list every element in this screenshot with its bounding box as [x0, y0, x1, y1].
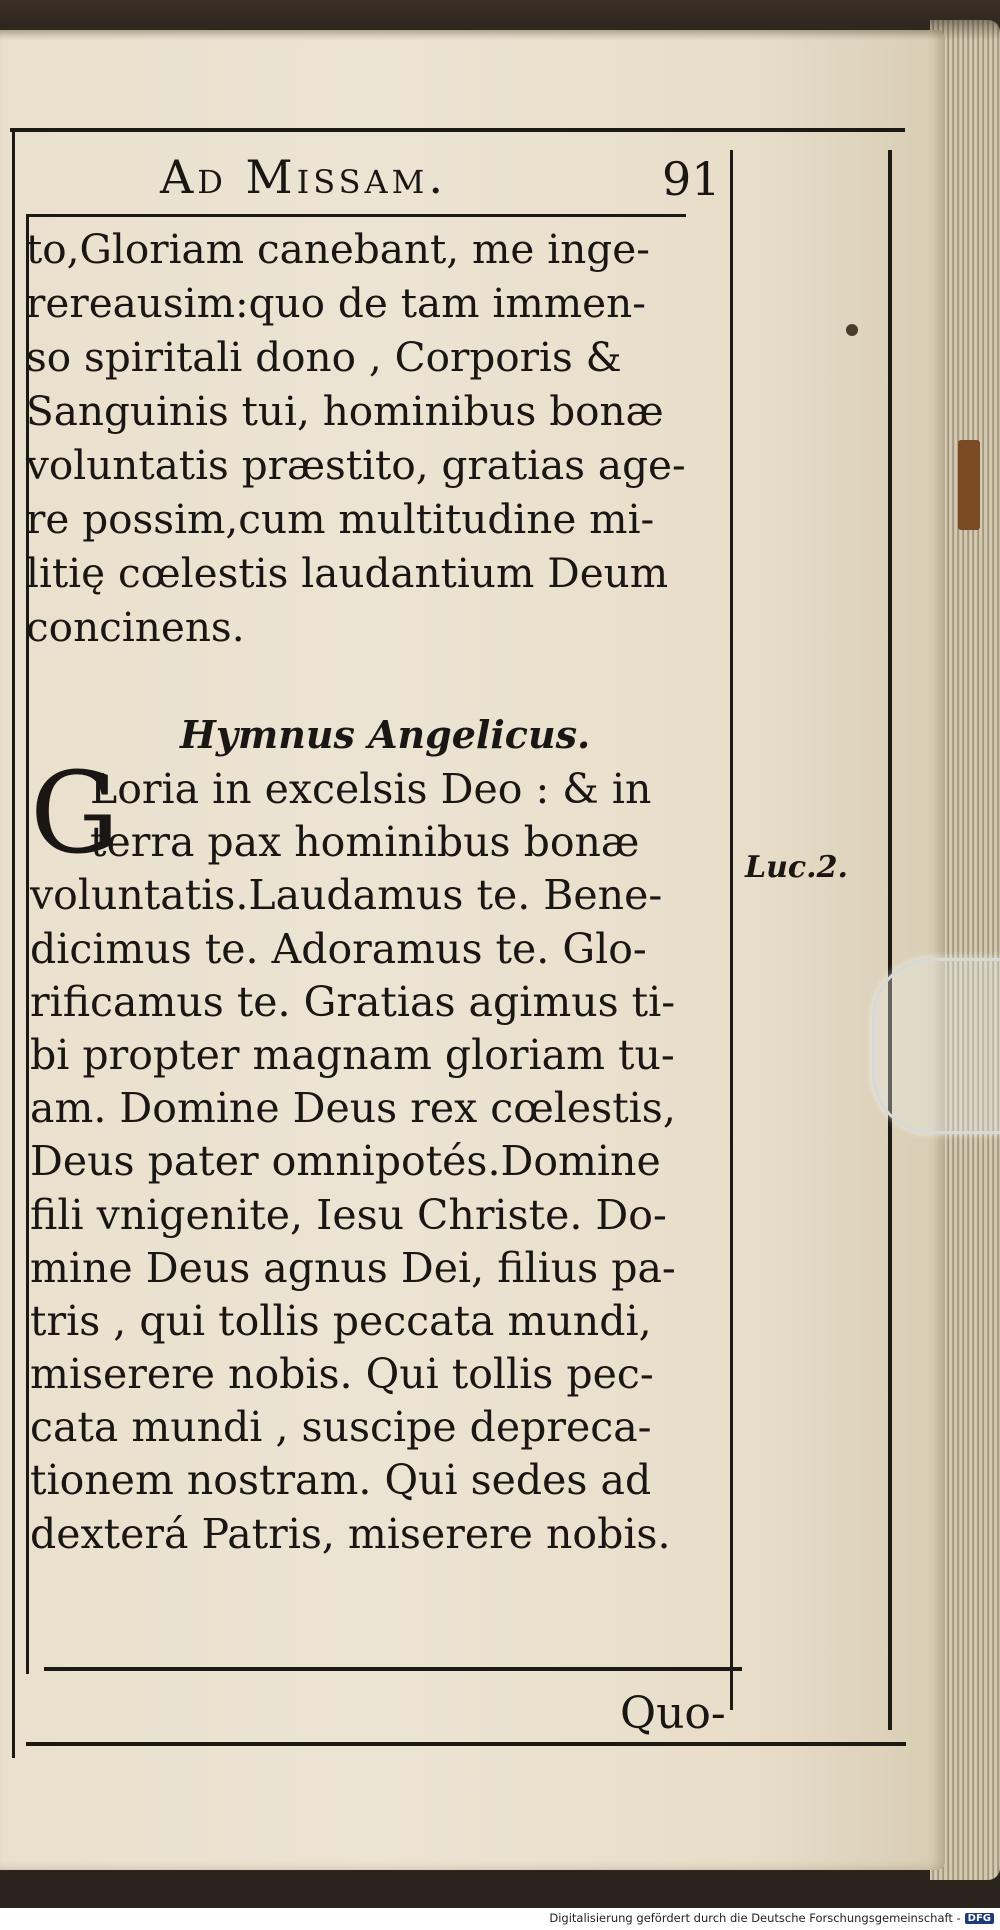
hymn-text: [30, 762, 735, 1560]
running-head: Ad Missam.: [160, 150, 448, 204]
page-clip: [872, 958, 1000, 1134]
hymn-line: dicimus te. Adoramus te. Glo-: [30, 924, 647, 973]
hymn-line: cata mundi , suscipe depreca-: [30, 1403, 652, 1452]
text-line: to,Gloriam canebant, me inge-: [26, 225, 650, 273]
hymn-line: mine Deus agnus Dei, filius pa-: [30, 1243, 676, 1292]
dfg-logo: DFG: [965, 1913, 994, 1924]
hymn-line: terra pax hominibus bonæ: [90, 818, 640, 867]
frame-right-rule: [888, 150, 892, 1730]
hymn-line: voluntatis.Laudamus te. Bene-: [30, 871, 663, 920]
hymn-line: Loria in excelsis Deo : & in: [90, 765, 652, 813]
text-line: voluntatis præstito, gratias age-: [26, 441, 686, 489]
digitization-credit: [549, 1911, 994, 1925]
hymn-line: am. Domine Deus rex cœlestis,: [30, 1084, 676, 1133]
header-rule: [26, 214, 686, 217]
credit-text: Digitalisierung gefördert durch die Deutsche Forschungsgemeinschaft -: [549, 1911, 961, 1925]
ink-spot: [846, 324, 858, 336]
frame-top-rule: [10, 128, 905, 132]
drop-cap: G: [30, 749, 120, 879]
text-line: rereausim:quo de tam immen-: [26, 279, 646, 327]
hymn-title: Hymnus Angelicus.: [180, 712, 591, 757]
hymn-line: tionem nostram. Qui sedes ad: [30, 1456, 652, 1505]
bookmark-tab: [958, 440, 980, 530]
hymn-line: tris , qui tollis peccata mundi,: [30, 1296, 652, 1345]
hymn-line: fili vnigenite, Iesu Christe. Do-: [30, 1190, 667, 1239]
hymn-line: Deus pater omnipotés.Domine: [30, 1137, 661, 1186]
catchword: Quo-: [620, 1688, 726, 1739]
hymn-line: bi propter magnam gloriam tu-: [30, 1030, 675, 1079]
hymn-line: miserere nobis. Qui tollis pec-: [30, 1350, 654, 1399]
frame-bottom-rule: [26, 1742, 906, 1746]
margin-note: Luc.2.: [745, 850, 848, 885]
page-number: 91: [662, 152, 721, 206]
text-line: so spiritali dono , Corporis &: [26, 333, 622, 381]
text-line: concinens.: [26, 603, 245, 651]
footer-rule: [44, 1667, 742, 1671]
hymn-line: dexterá Patris, miserere nobis.: [30, 1509, 671, 1558]
text-line: litię cœlestis laudantium Deum: [26, 549, 669, 597]
frame-left-rule: [12, 128, 15, 1758]
top-shadow: [0, 0, 1000, 40]
hymn-line: rificamus te. Gratias agimus ti-: [30, 977, 676, 1026]
text-line: re possim,cum multitudine mi-: [26, 495, 655, 543]
body-text: [26, 222, 731, 654]
text-line: Sanguinis tui, hominibus bonæ: [26, 387, 664, 435]
